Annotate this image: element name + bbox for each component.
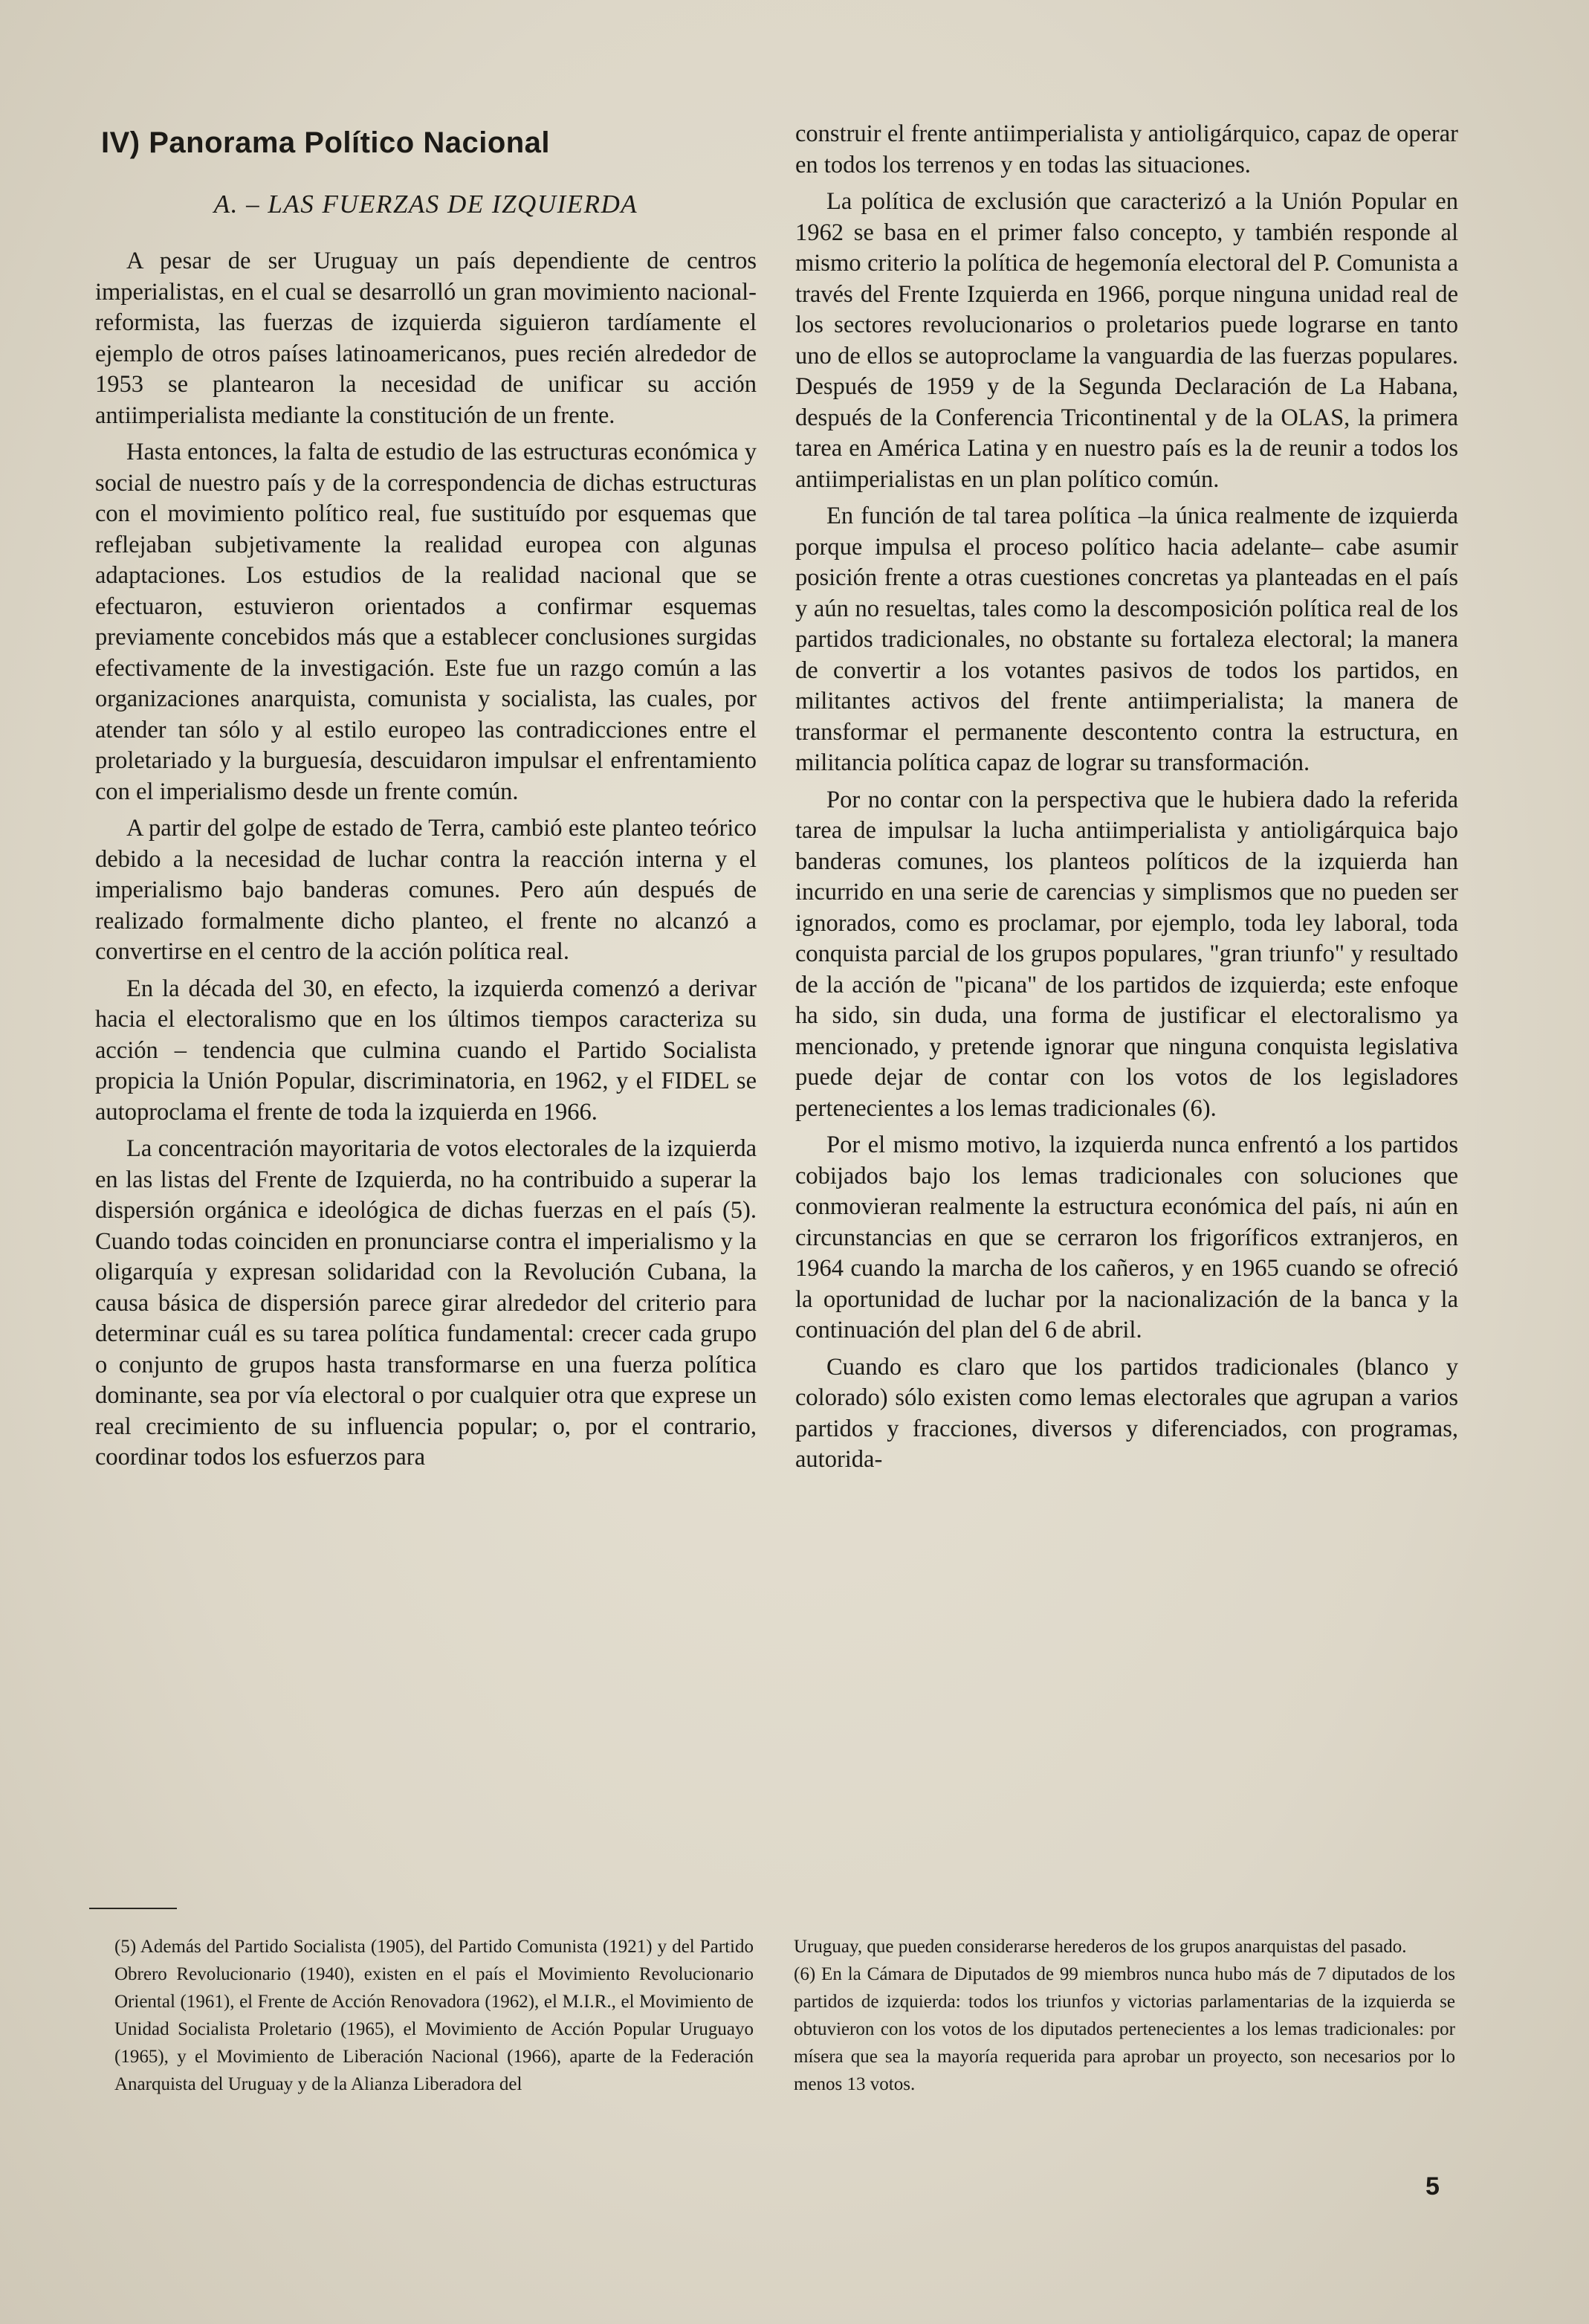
footnote-rule xyxy=(89,1908,177,1909)
page-number: 5 xyxy=(1425,2172,1440,2201)
right-paragraph: Por el mismo motivo, la izquierda nunca enfrentó a los partidos cobijados bajo los lemas tradicionales con soluciones que conmovieran realmente la estructura económica del país, ni aún en circunstancias en que se cerraron los frigoríficos extranjeros, en 1964 cuando la marcha de los cañeros, y en 1965 cuando se ofreció la oportunidad de luchar por la nacionalización de la banca y la continuación del plan del 6 de abril. xyxy=(795,1132,1458,1343)
right-paragraph: Cuando es claro que los partidos tradicionales (blanco y colorado) sólo existen como lemas electorales que agrupan a varios partidos y fracciones, diversos y diferenciados, con programas, autorida- xyxy=(795,1353,1458,1473)
footnote: (6) En la Cámara de Diputados de 99 miembros nunca hubo más de 7 diputados de los partidos de izquierda: todos los triunfos y victorias parlamentarias de la izquierda se obtuvieron con los votos de los diputados pertenecientes a los lemas tradicionales: por mísera que sea la mayoría requerida para aprobar un proyecto, son necesarios por lo menos 13 votos. xyxy=(794,1964,1455,2094)
right-paragraph: construir el frente antiimperialista y antioligárquico, capaz de operar en todos los terrenos y en todas las situaciones. xyxy=(795,120,1458,178)
right-paragraph: Por no contar con la perspectiva que le hubiera dado la referida tarea de impulsar la lucha antiimperialista y antioligárquica bajo banderas comunes, los planteos políticos de la izquierda han incurrido en una serie de carencias y simplismos que no pueden ser ignorados, como es proclamar, por ejemplo, toda ley laboral, toda conquista parcial de los grupos populares, "gran triunfo" y resultado de la acción de "picana" de los partidos de izquierda; este enfoque ha sido, sin duda, una forma de justificar el electoralismo ya mencionado, y pretende ignorar que ninguna conquista legislativa puede dejar de contar con los votos de los legisladores pertenecientes a los lemas tradicionales (6). xyxy=(795,786,1458,1122)
left-paragraph: Hasta entonces, la falta de estudio de las estructuras económica y social de nuestro país y de la correspondencia de dichas estructuras con el movimiento político real, fue sustituído por esquemas que reflejaban subjetivamente la realidad europea con algunas adaptaciones. Los estudios de la realidad nacional que se efectuaron, estuvieron orientados a confirmar esquemas previamente concebidos más que a establecer conclusiones surgidas efectivamente de la investigación. Este fue un razgo común a las organizaciones anarquista, comunista y socialista, las cuales, por atender tan sólo y al estilo europeo las contradicciones entre el proletariado y la burguesía, descuidaron impulsar el enfrentamiento con el imperialismo desde un frente común. xyxy=(95,439,757,805)
left-paragraph: A pesar de ser Uruguay un país dependiente de centros imperialistas, en el cual se desarrolló un gran movimiento nacional-reformista, las fuerzas de izquierda siguieron tardíamente el ejemplo de otros países latinoamericanos, pues recién alrededor de 1953 se plantearon la necesidad de unificar su acción antiimperialista mediante la constitución de un frente. xyxy=(95,248,757,429)
footnotes-left xyxy=(114,1933,754,2098)
left-paragraph: La concentración mayoritaria de votos electorales de la izquierda en las listas del Frente de Izquierda, no ha contribuido a superar la dispersión orgánica e ideológica de dichas fuerzas en el país (5). Cuando todas coinciden en pronunciarse contra el imperialismo y la oligarquía y expresan solidaridad con la Revolución Cubana, la causa básica de dispersión parece girar alrededor del criterio para determinar cuál es su tarea política fundamental: crecer cada grupo o conjunto de grupos hasta transformarse en una fuerza política dominante, sea por vía electoral o por cualquier otra que exprese un real crecimiento de su influencia popular; o, por el contrario, coordinar todos los esfuerzos para xyxy=(95,1135,757,1471)
section-heading: IV) Panorama Político Nacional xyxy=(101,126,551,159)
section-subheading: A. – LAS FUERZAS DE IZQUIERDA xyxy=(213,190,638,219)
left-paragraph: En la década del 30, en efecto, la izquierda comenzó a derivar hacia el electoralismo que en los últimos tiempos caracteriza su acción – tendencia que culmina cuando el Partido Socialista propicia la Unión Popular, discriminatoria, en 1962, y el FIDEL se autoproclama el frente de toda la izquierda en 1966. xyxy=(95,975,757,1126)
right-paragraph: En función de tal tarea política –la única realmente de izquierda porque impulsa el proceso político hacia adelante– cabe asumir posición frente a otras cuestiones concretas ya planteadas en el país y aún no resueltas, tales como la descomposición política real de los partidos tradicionales, no obstante su fortaleza electoral; la manera de convertir a los votantes pasivos de todos los partidos, en militantes activos del frente antiimperialista; la manera de transformar el permanente descontento contra la estructura, en militancia política capaz de lograr su transformación. xyxy=(795,503,1458,776)
footnote: Uruguay, que pueden considerarse herederos de los grupos anarquistas del pasado. xyxy=(794,1937,1407,1957)
footnotes-right xyxy=(794,1933,1455,2098)
right-paragraph: La política de exclusión que caracterizó a la Unión Popular en 1962 se basa en el primer falso concepto, y también responde al mismo criterio la política de hegemonía electoral del P. Comunista a través del Frente Izquierda en 1966, porque ninguna unidad real de los sectores revolucionarios o proletarios puede lograrse en tanto uno de ellos se autoproclame la vanguardia de las fuerzas populares. Después de 1959 y de la Segunda Declaración de La Habana, después de la Conferencia Tricontinental y de la OLAS, la primera tarea en América Latina y en nuestro país es la de reunir a todos los antiimperialistas en un plan político común. xyxy=(795,188,1458,493)
left-column xyxy=(95,119,757,1479)
footnote: (5) Además del Partido Socialista (1905), del Partido Comunista (1921) y del Partido Obrero Revolucionario (1940), existen en el país el Movimiento Revolucionario Oriental (1961), el Frente de Acción Renovadora (1962), el M.I.R., el Movimiento de Unidad Socialista Proletario (1965), el Movimiento de Acción Popular Uruguayo (1965), y el Movimiento de Liberación Nacional (1966), aparte de la Federación Anarquista del Uruguay y de la Alianza Liberadora del xyxy=(114,1937,754,2094)
right-column xyxy=(795,119,1458,1482)
left-paragraph: A partir del golpe de estado de Terra, cambió este planteo teórico debido a la necesidad de luchar contra la reacción interna y el imperialismo bajo banderas comunes. Pero aún después de realizado formalmente dicho planteo, el frente no alcanzó a convertirse en el centro de la acción política real. xyxy=(95,815,757,965)
